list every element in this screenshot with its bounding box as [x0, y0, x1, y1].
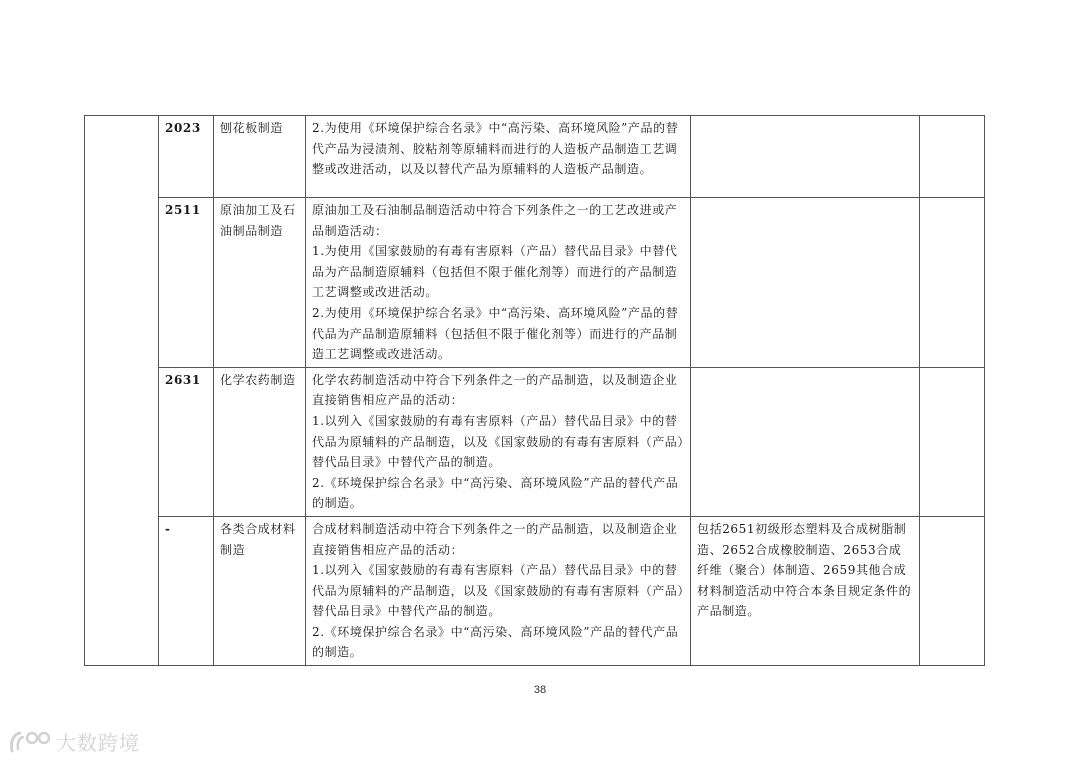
industry-name: 刨花板制造: [214, 116, 306, 198]
note-cell: [691, 367, 920, 516]
blank-last-column: [920, 516, 985, 665]
brand-logo-icon: [8, 729, 52, 755]
table-body: [85, 116, 985, 666]
description-paragraph: 化学农药制造活动中符合下列条件之一的产品制造，以及制造企业直接销售相应产品的活动：: [312, 372, 678, 408]
description-paragraph: 2.为使用《环境保护综合名录》中“高污染、高环境风险”产品的替代产品为浸渍剂、胶粘剂等原辅料而进行的人造板产品制造工艺调整或改进活动，以及以替代产品为原辅料的人造板产品制造。: [312, 121, 679, 177]
table-row: [85, 516, 985, 665]
watermark-text: 大数跨境: [56, 731, 140, 755]
description-paragraph: 1.以列入《国家鼓励的有毒有害原料（产品）替代品目录》中的替代品为原辅料的产品制造，以及《国家鼓励的有毒有害原料（产品）替代品目录》中替代产品的制造。: [312, 413, 685, 470]
description-paragraph: 1.以列入《国家鼓励的有毒有害原料（产品）替代品目录》中的替代品为原辅料的产品制造，以及《国家鼓励的有毒有害原料（产品）替代品目录》中替代产品的制造。: [312, 563, 685, 619]
description-paragraph: 2.《环境保护综合名录》中“高污染、高环境风险”产品的替代产品的制造。: [312, 475, 679, 511]
industry-code: 2631: [159, 367, 214, 516]
description-paragraph: 1.为使用《国家鼓励的有毒有害原料（产品）替代品目录》中替代品为产品制造原辅料（包括但不限于催化剂等）而进行的产品制造工艺调整或改进活动。: [312, 244, 678, 300]
document-table: [84, 115, 985, 666]
note-cell: [691, 198, 920, 368]
description-cell: [306, 367, 691, 516]
note-cell: [691, 116, 920, 198]
table-row: [85, 198, 985, 368]
description-cell: [306, 516, 691, 665]
description-cell: [306, 198, 691, 368]
blank-last-column: [920, 198, 985, 368]
description-paragraph: 合成材料制造活动中符合下列条件之一的产品制造，以及制造企业直接销售相应产品的活动：: [312, 521, 678, 557]
industry-code: 2511: [159, 198, 214, 368]
table-row: [85, 116, 985, 198]
industry-name: 各类合成材料制造: [214, 516, 306, 665]
description-paragraph: 原油加工及石油制品制造活动中符合下列条件之一的工艺改进或产品制造活动：: [312, 203, 678, 238]
blank-last-column: [920, 367, 985, 516]
industry-code: -: [159, 516, 214, 665]
description-paragraph: 2.《环境保护综合名录》中“高污染、高环境风险”产品的替代产品的制造。: [312, 624, 679, 660]
table-row: [85, 367, 985, 516]
industry-name: 原油加工及石油制品制造: [214, 198, 306, 368]
note-cell: 包括2651初级形态塑料及合成树脂制造、2652合成橡胶制造、2653合成纤维（聚合）体制造、2659其他合成材料制造活动中符合本条目规定条件的产品制造。: [691, 516, 920, 665]
industry-name: 化学农药制造: [214, 367, 306, 516]
watermark: [8, 727, 140, 756]
blank-first-column: [85, 116, 159, 666]
description-paragraph: 2.为使用《环境保护综合名录》中“高污染、高环境风险”产品的替代品为产品制造原辅料（包括但不限于催化剂等）而进行的产品制造工艺调整或改进活动。: [312, 305, 679, 362]
page-number: 38: [533, 684, 547, 696]
description-cell: [306, 116, 691, 198]
industry-code: 2023: [159, 116, 214, 198]
blank-last-column: [920, 116, 985, 198]
